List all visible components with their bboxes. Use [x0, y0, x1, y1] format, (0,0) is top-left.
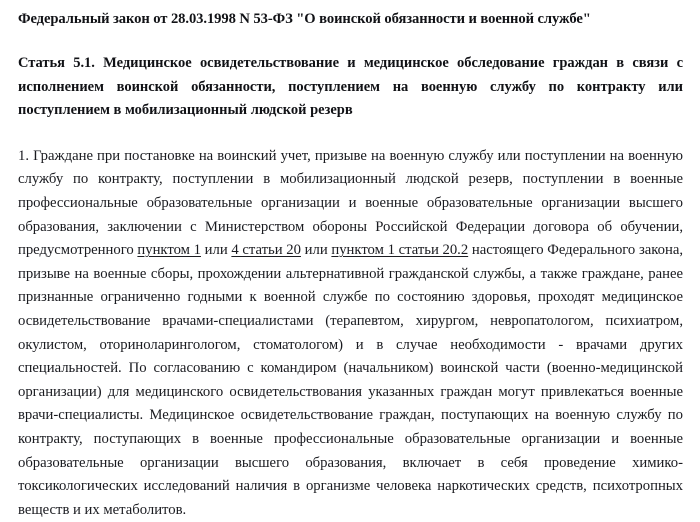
paragraph-1 [18, 123, 683, 522]
paragraph-1-segment-2: или [200, 242, 232, 259]
article-heading: Статья 5.1. Медицинское освидетельствование и медицинское обследование граждан в связи с исполнением воинской обязанности, поступлением на военную службу по контракту или поступлением в мобилизационный людской резерв [18, 55, 683, 119]
paragraph-1-segment-3: или [300, 242, 332, 259]
document-body [18, 0, 683, 522]
law-title: Федеральный закон от 28.03.1998 N 53-ФЗ "О воинской обязанности и военной службе" [18, 11, 591, 27]
link-punkt-1-statya-20[interactable]: пунктом 1 [137, 242, 201, 259]
paragraph-1-segment-1: 1. Граждане при постановке на воинский учет, призыве на военную службу или поступлении на военную службу по контракту, поступлении в мобилизационный людской резерв, поступлении в военные профессиональные образовательные организации и военные образовательные организации высшего образования, заключении с Министерством обороны Российской Федерации договора об обучении, предусмотренного [18, 147, 683, 259]
link-punkt-1-statya-20-2[interactable]: пунктом 1 статьи 20.2 [331, 242, 469, 259]
paragraph-1-segment-4: настоящего Федерального закона, призыве на военные сборы, прохождении альтернативной гражданской службы, а также граждане, ранее признанные ограниченно годными к военной службе по состоянию здоровья, проходят медицинское освидетельствование врачами-специалистами (терапевтом, хирургом, невропатологом, психиатром, окулистом, оториноларингологом, стоматологом) и в случае необходимости - врачами других специальностей. По согласованию с командиром (начальником) воинской части (военно-медицинской организации) для медицинского освидетельствования указанных граждан могут привлекаться военные врачи-специалисты. Медицинское освидетельствование граждан, поступающих на военную службу по контракту, поступающих в военные профессиональные образовательные организации и военные образовательные организации высшего образования, включает в себя проведение химико-токсикологических исследований наличия в организме человека наркотических средств, психотропных веществ и их метаболитов. [18, 242, 684, 518]
link-punkt-4-statya-20[interactable]: 4 статьи 20 [231, 242, 301, 259]
